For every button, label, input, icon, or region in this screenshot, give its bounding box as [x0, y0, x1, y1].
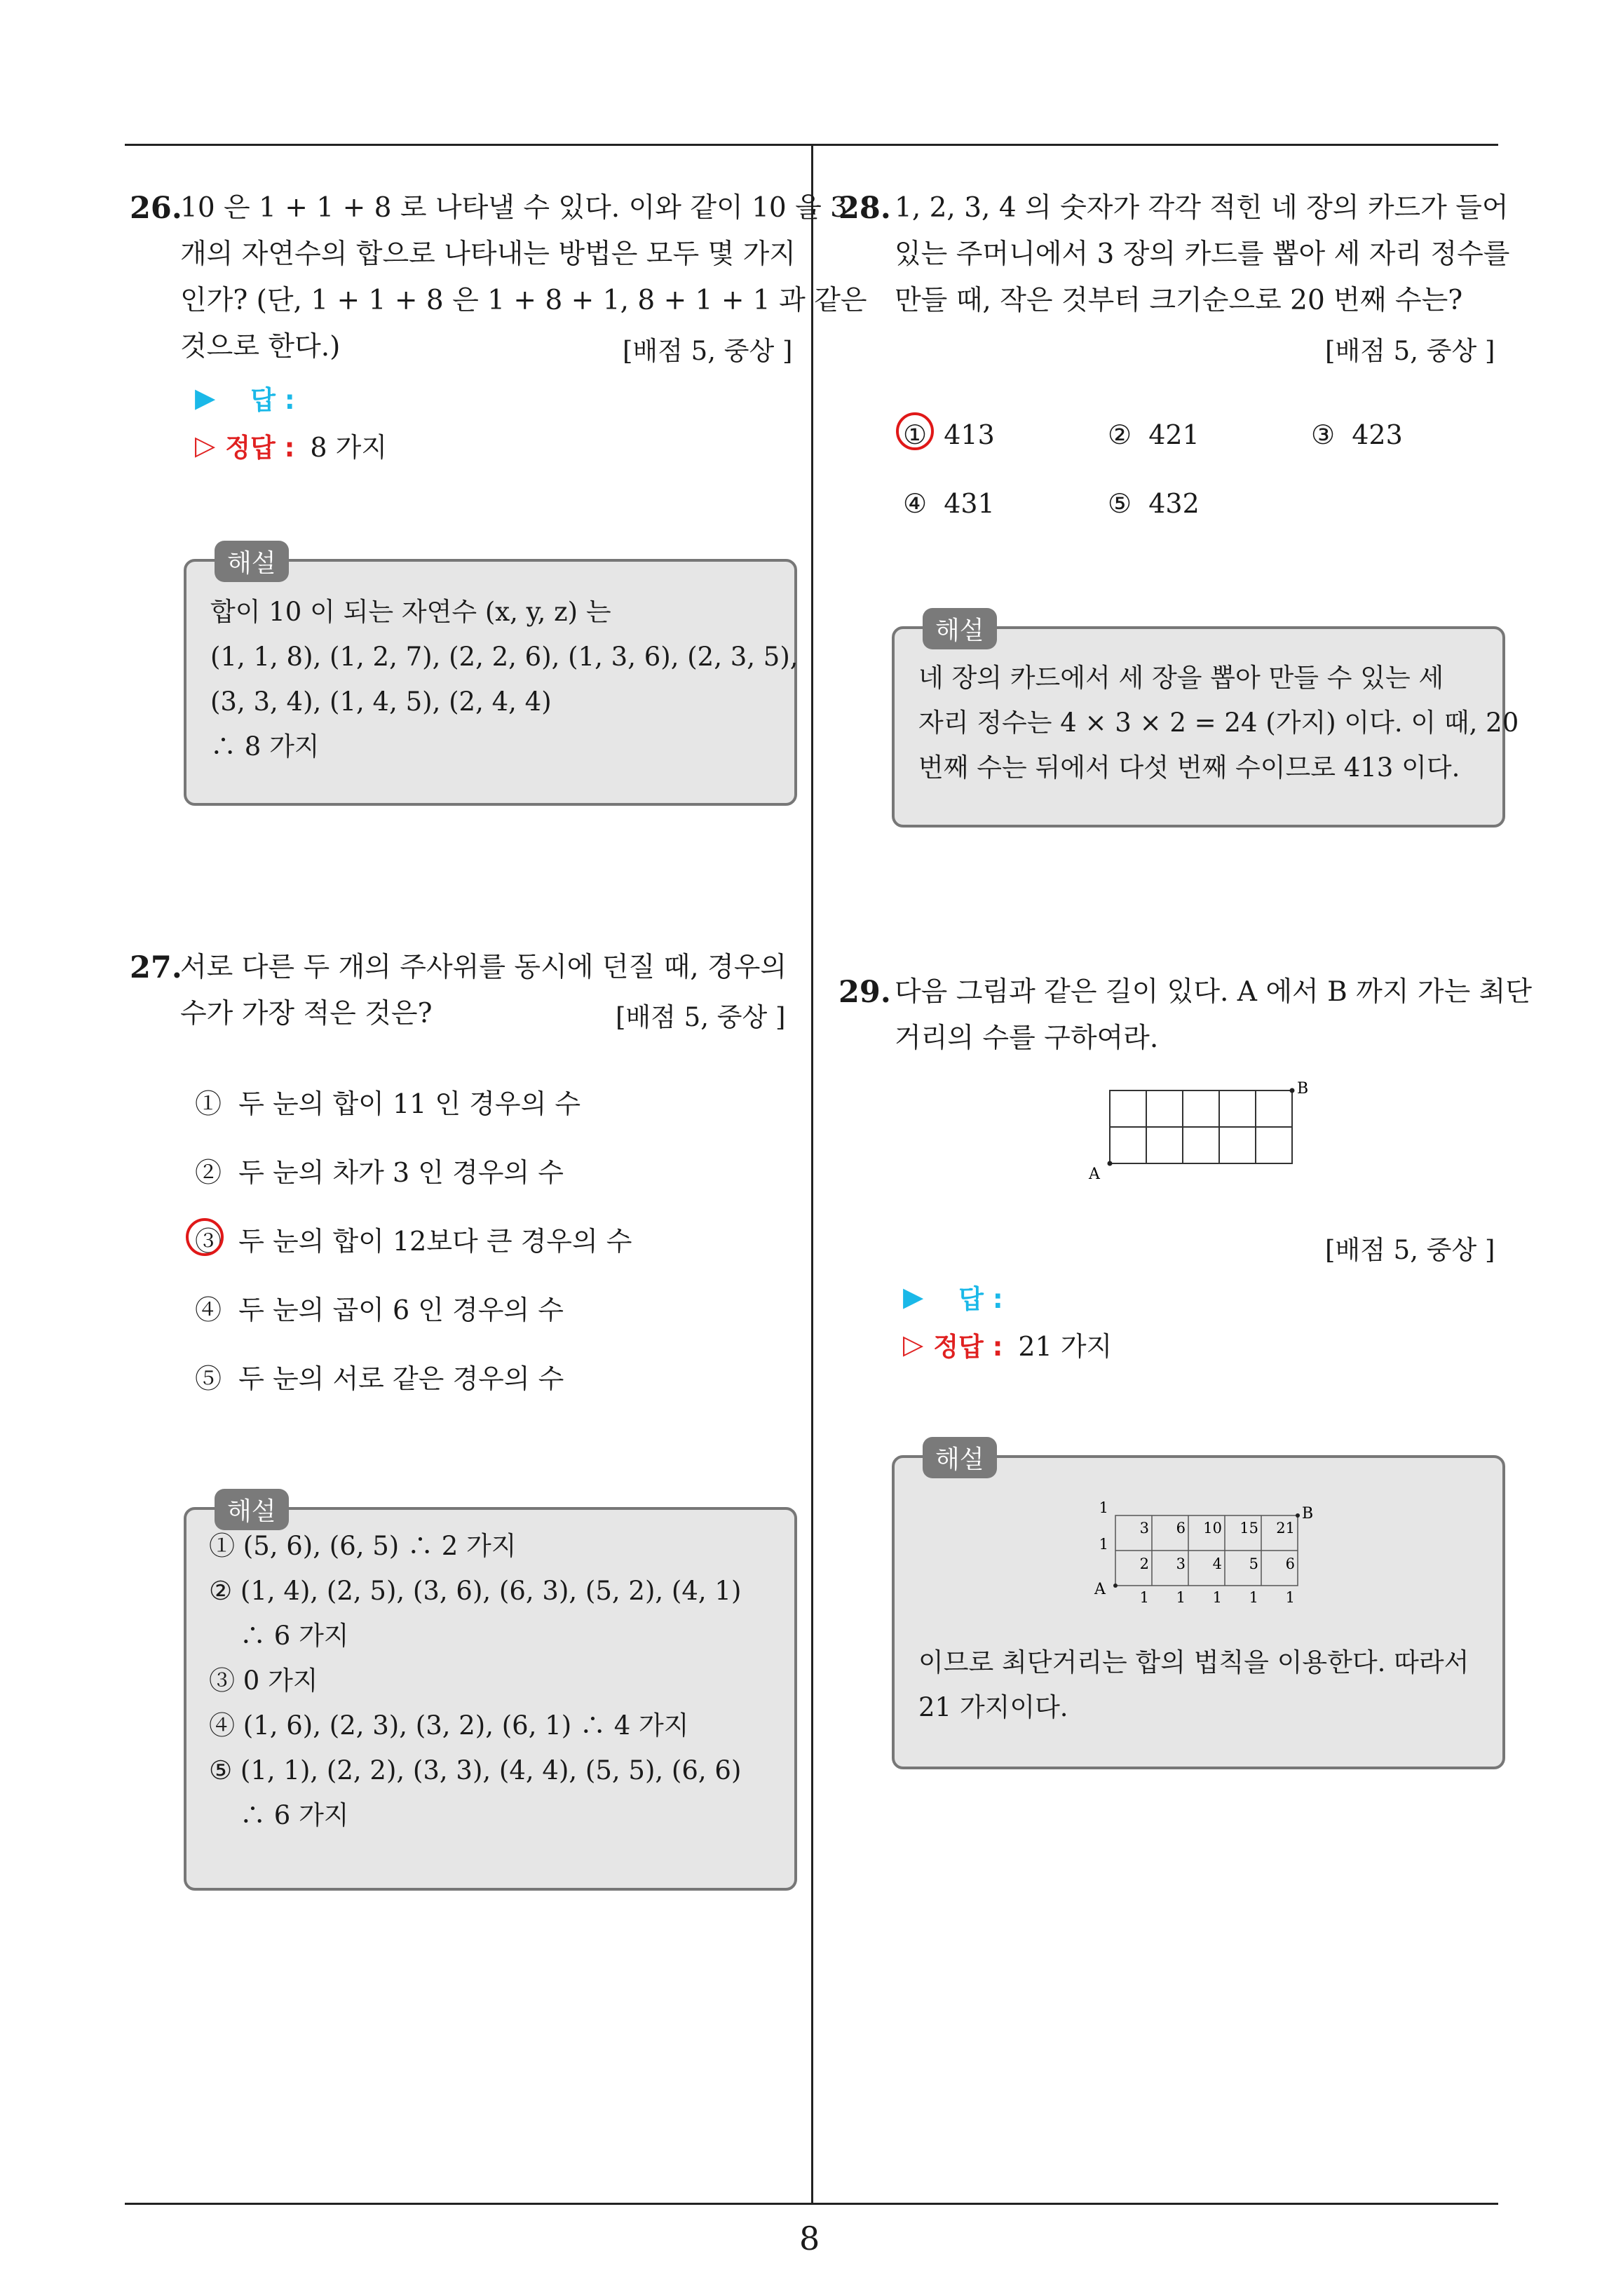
question-line: 10 은 1 + 1 + 8 로 나타낼 수 있다. 이와 같이 10 을 3 — [180, 192, 848, 224]
answer-label: 답 : — [958, 1284, 1003, 1314]
explanation-text — [918, 656, 1519, 790]
explanation-box — [184, 1497, 797, 1891]
point-b-label: B — [1302, 1505, 1314, 1522]
score-label: [배점 5, 중상 ] — [616, 1002, 786, 1032]
explanation-tag: 해설 — [215, 1489, 289, 1530]
choice-mark: ④ — [903, 488, 928, 519]
count-label: 6 — [1285, 1555, 1295, 1572]
explanation-text — [918, 1640, 1469, 1730]
question-line: 1, 2, 3, 4 의 숫자가 각각 적힌 네 장의 카드가 들어 — [895, 192, 1509, 224]
count-label: 2 — [1139, 1555, 1149, 1572]
count-label: 10 — [1203, 1520, 1222, 1537]
choice-2[interactable] — [195, 1151, 564, 1189]
point-a-label: A — [1089, 1166, 1100, 1183]
column-divider — [811, 144, 813, 2204]
choice-4[interactable] — [903, 488, 995, 519]
explanation-line: 합이 10 이 되는 자연수 (x, y, z) 는 — [210, 597, 611, 627]
choice-mark: ② — [1108, 419, 1132, 450]
question-line: 다음 그림과 같은 길이 있다. A 에서 B 까지 가는 최단 — [895, 976, 1532, 1008]
correct-answer-row — [903, 1325, 1112, 1363]
explanation-line: (3, 3, 4), (1, 4, 5), (2, 4, 4) — [210, 687, 552, 717]
explanation-tag: 해설 — [215, 541, 289, 582]
choice-mark: ③ — [195, 1226, 222, 1257]
count-label: 3 — [1139, 1520, 1149, 1537]
count-label: 1 — [1212, 1589, 1222, 1606]
choice-3[interactable] — [195, 1220, 632, 1258]
choice-mark: ① — [903, 419, 928, 450]
choice-mark: ② — [195, 1157, 222, 1188]
correct-label: 정답 : — [933, 1331, 1003, 1362]
question-number: 27. — [130, 950, 182, 985]
explanation-text — [209, 1524, 741, 1838]
choice-mark: ④ — [195, 1295, 222, 1325]
count-label: 5 — [1249, 1555, 1258, 1572]
triangle-outline-icon: ▷ — [903, 1328, 924, 1360]
point-b-label: B — [1297, 1080, 1309, 1098]
explanation-line: 네 장의 카드에서 세 장을 뽑아 만들 수 있는 세 — [918, 663, 1444, 693]
count-label: 4 — [1212, 1555, 1222, 1572]
choice-mark: ③ — [1311, 419, 1336, 450]
count-label: 1 — [1139, 1589, 1149, 1606]
score-label: [배점 5, 중상 ] — [623, 336, 793, 366]
explanation-line: ④ (1, 6), (2, 3), (3, 2), (6, 1) ∴ 4 가지 — [209, 1710, 689, 1741]
question-number: 26. — [130, 191, 182, 226]
count-label: 15 — [1240, 1520, 1258, 1537]
answer-row — [903, 1278, 1003, 1316]
correct-answer: 21 가지 — [1018, 1331, 1113, 1362]
choice-mark: ① — [195, 1088, 222, 1119]
explanation-line: ∴ 6 가지 — [240, 1621, 349, 1651]
choice-3[interactable] — [1311, 419, 1403, 450]
choice-text: 432 — [1148, 488, 1200, 519]
choice-text: 두 눈의 곱이 6 인 경우의 수 — [238, 1295, 564, 1325]
explanation-tag: 해설 — [923, 1437, 997, 1478]
question-line: 있는 주머니에서 3 장의 카드를 뽑아 세 자리 정수를 — [895, 238, 1510, 270]
explanation-line: ① (5, 6), (6, 5) ∴ 2 가지 — [209, 1531, 517, 1561]
count-label: 1 — [1176, 1589, 1186, 1606]
question-line: 서로 다른 두 개의 주사위를 동시에 던질 때, 경우의 — [180, 952, 787, 983]
explanation-box — [892, 616, 1519, 828]
play-icon: ▶ — [903, 1281, 924, 1312]
choice-mark: ⑤ — [1108, 488, 1132, 519]
explanation-line: ③ 0 가지 — [209, 1666, 318, 1696]
answer-label: 답 : — [250, 385, 295, 415]
point-a-label: A — [1094, 1581, 1106, 1598]
question-line: 것으로 한다.) — [180, 331, 341, 363]
bottom-rule — [125, 2203, 1498, 2205]
explanation-line: ⑤ (1, 1), (2, 2), (3, 3), (4, 4), (5, 5), (6, 6) — [209, 1755, 742, 1785]
question-number: 29. — [838, 975, 891, 1010]
count-label: 1 — [1285, 1589, 1295, 1606]
score-label: [배점 5, 중상 ] — [1325, 336, 1495, 366]
question-line: 만들 때, 작은 것부터 크기순으로 20 번째 수는? — [895, 285, 1463, 316]
question-number: 28. — [838, 191, 891, 226]
explanation-text — [210, 590, 799, 769]
explanation-line: ∴ 8 가지 — [210, 731, 320, 762]
selected-answer-circle — [186, 1218, 224, 1256]
explanation-line: 자리 정수는 4 × 3 × 2 = 24 (가지) 이다. 이 때, 20 — [918, 708, 1519, 738]
triangle-outline-icon: ▷ — [195, 429, 216, 461]
count-label: 21 — [1276, 1520, 1295, 1537]
explanation-line: 번째 수는 뒤에서 다섯 번째 수이므로 413 이다. — [918, 752, 1460, 783]
count-label: 3 — [1176, 1555, 1186, 1572]
choice-5[interactable] — [195, 1357, 564, 1396]
count-label: 1 — [1099, 1536, 1108, 1553]
explanation-box — [184, 549, 799, 806]
road-grid-figure — [1083, 1076, 1315, 1182]
choice-text: 431 — [944, 488, 995, 519]
question-line: 수가 가장 적은 것은? — [180, 998, 433, 1029]
question-line: 개의 자연수의 합으로 나타내는 방법은 모두 몇 가지 — [180, 238, 796, 270]
explanation-line: 21 가지이다. — [918, 1692, 1068, 1722]
choice-mark: ⑤ — [195, 1363, 222, 1394]
explanation-box — [892, 1445, 1505, 1769]
explanation-line: ② (1, 4), (2, 5), (3, 6), (6, 3), (5, 2), (4, 1) — [209, 1576, 742, 1606]
choice-text: 421 — [1148, 419, 1200, 450]
count-label: 1 — [1249, 1589, 1258, 1606]
solution-grid-figure — [1087, 1500, 1312, 1605]
correct-label: 정답 : — [225, 432, 295, 463]
choice-text: 413 — [944, 419, 995, 450]
count-label: 6 — [1176, 1520, 1186, 1537]
choice-text: 두 눈의 서로 같은 경우의 수 — [238, 1363, 564, 1394]
correct-answer-row — [195, 426, 387, 464]
choice-4[interactable] — [195, 1288, 564, 1327]
question-line: 거리의 수를 구하여라. — [895, 1022, 1159, 1054]
score-label: [배점 5, 중상 ] — [1325, 1235, 1495, 1265]
choice-5[interactable] — [1108, 488, 1200, 519]
question-text — [895, 185, 1509, 324]
choice-1[interactable] — [195, 1082, 580, 1121]
explanation-line: (1, 1, 8), (1, 2, 7), (2, 2, 6), (1, 3, 6), (2, 3, 5), — [210, 642, 799, 672]
count-label: 1 — [1099, 1499, 1108, 1516]
choice-text: 두 눈의 차가 3 인 경우의 수 — [238, 1157, 564, 1188]
page-number: 8 — [799, 2220, 820, 2257]
explanation-line: 이므로 최단거리는 합의 법칙을 이용한다. 따라서 — [918, 1647, 1469, 1677]
choice-2[interactable] — [1108, 419, 1200, 450]
question-text — [895, 969, 1532, 1062]
play-icon: ▶ — [195, 382, 216, 413]
explanation-tag: 해설 — [923, 608, 997, 649]
choice-text: 두 눈의 합이 12보다 큰 경우의 수 — [238, 1226, 632, 1257]
correct-answer: 8 가지 — [310, 432, 388, 463]
answer-row — [195, 379, 295, 417]
choice-text: 423 — [1352, 419, 1403, 450]
choice-text: 두 눈의 합이 11 인 경우의 수 — [238, 1088, 581, 1119]
selected-answer-circle — [896, 412, 934, 450]
question-line: 인가? (단, 1 + 1 + 8 은 1 + 8 + 1, 8 + 1 + 1 과 같은 — [180, 285, 867, 316]
explanation-line: ∴ 6 가지 — [240, 1800, 349, 1830]
